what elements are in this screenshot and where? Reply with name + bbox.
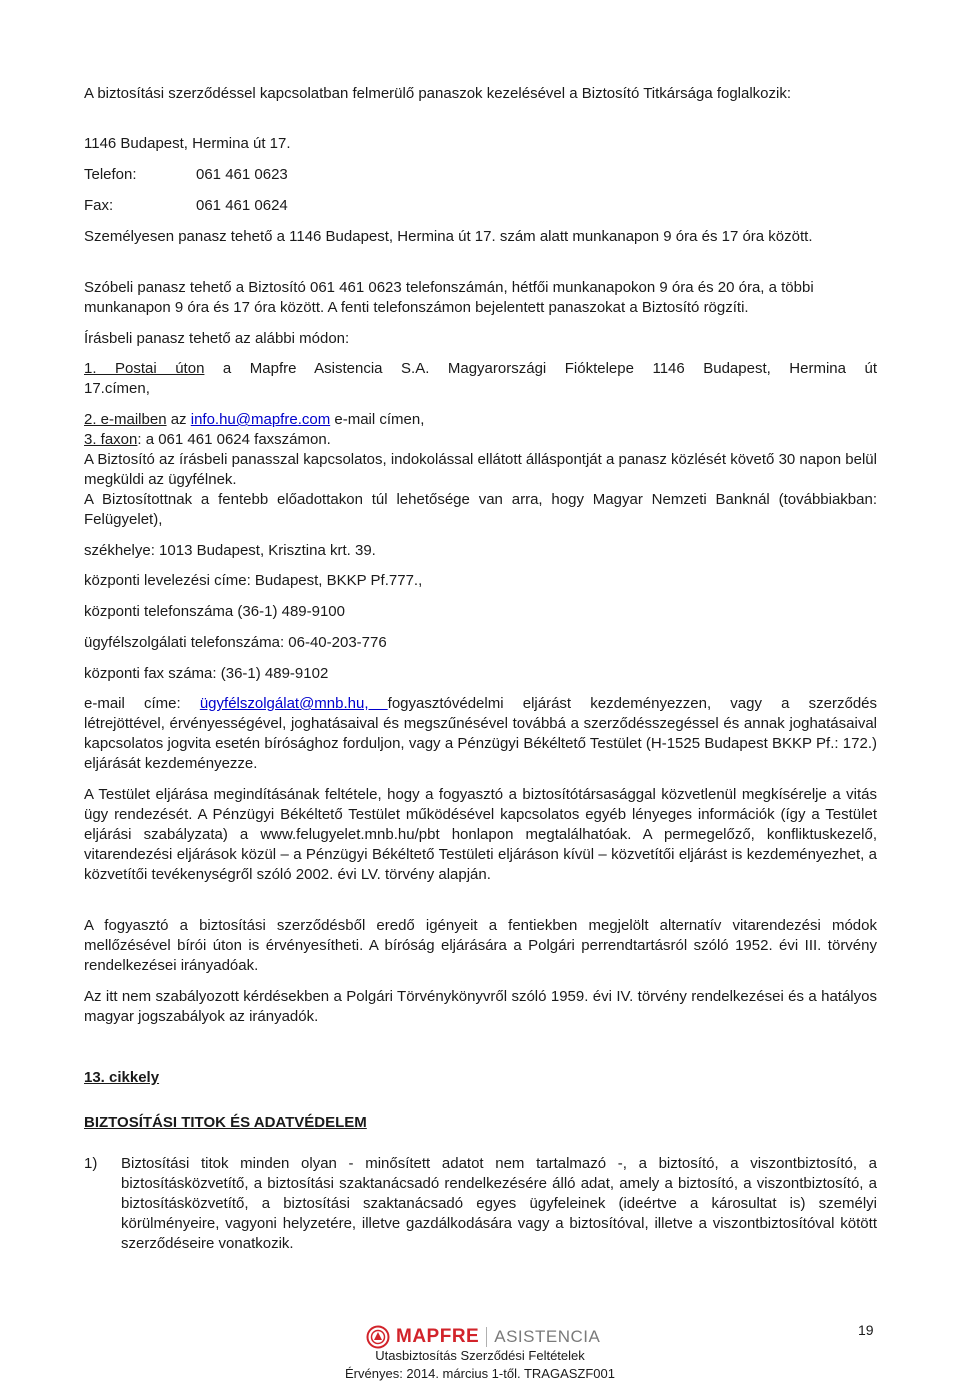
logo-divider	[486, 1327, 487, 1347]
email-method: 2. e-mailben	[84, 411, 167, 428]
address-line: 1146 Budapest, Hermina út 17.	[84, 135, 291, 152]
sub-brand-name: ASISTENCIA	[494, 1327, 601, 1346]
mnb-mail-address: központi levelezési címe: Budapest, BKKP Pf.777.,	[84, 572, 423, 589]
personal-complaint: Személyesen panasz tehető a 1146 Budapest, Hermina út 17. szám alatt munkanapon 9 óra és 17 óra között.	[84, 228, 813, 245]
article-number: 13. cikkely	[84, 1069, 160, 1086]
mnb-seat: székhelye: 1013 Budapest, Krisztina krt. 39.	[84, 542, 376, 559]
court-procedure: A fogyasztó a biztosítási szerződésből eredő igényeit a fentiekben megjelölt alternatív vitarendezési módok mellőzésével bírói úton is érvényesítheti. A bíróság eljárására a Polgári perrendtartásról szóló 1952. évi III. törvény rendelkezései irányadóak.	[84, 917, 877, 974]
complaints-intro: A biztosítási szerződéssel kapcsolatban felmerülő panaszok kezelésével a Biztosító Titkársága foglalkozik:	[84, 85, 792, 102]
mnb-email-line1	[84, 694, 877, 714]
email-suffix: e-mail címen,	[330, 411, 425, 428]
page-number: 19	[858, 1322, 874, 1338]
written-item-post-line2: 17.címen,	[84, 380, 150, 397]
mnb-email-link[interactable]: ügyfélszolgálat@mnb.hu,	[199, 695, 388, 712]
mnb-intro: A Biztosítottnak a fentebb előadottakon túl lehetősége van arra, hogy Magyar Nemzeti Banknál (továbbiakban: Felügyelet),	[84, 491, 877, 528]
fax-method: 3. faxon	[84, 431, 138, 448]
fax-value: 061 461 0624	[196, 197, 288, 214]
mnb-email-rest: fogyasztóvédelmi eljárást kezdeményezzen, vagy a szerződés	[387, 695, 878, 712]
phone-value: 061 461 0623	[196, 166, 288, 183]
mnb-email-label: e-mail címe:	[84, 695, 200, 712]
mapfre-asistencia-logo	[366, 1324, 600, 1350]
mnb-service-phone: ügyfélszolgálati telefonszáma: 06-40-203-776	[84, 634, 387, 651]
governing-law: Az itt nem szabályozott kérdésekben a Polgári Törvénykönyvről szóló 1959. évi IV. törvény rendelkezései és a hatályos magyar jogszabályok az irányadók.	[84, 988, 877, 1025]
fax-label: Fax:	[84, 197, 114, 214]
mnb-procedure: létrejöttével, érvényességével, joghatásaival és megszűnésével továbbá a szerződésszegéssel és annak joghatásaival kapcsolatos jogvita esetén bírósághoz forduljon, vagy a Pénzügyi Békéltető Testület (H-1525 Budapest BKKP Pf.: 172.) eljárását kezdeményezze.	[84, 715, 877, 772]
post-address: a Mapfre Asistencia S.A. Magyarországi Fióktelepe 1146 Budapest, Hermina út	[204, 360, 877, 377]
mapfre-emblem-icon	[366, 1325, 390, 1349]
post-method: 1. Postai úton	[84, 360, 205, 377]
oral-complaint: Szóbeli panasz tehető a Biztosító 061 461 0623 telefonszámán, hétfői munkanapokon 9 óra és 20 óra, a többi munkanapon 9 óra és 17 óra között. A fenti telefonszámon bejelentett panaszokat a Biztosító rögzíti.	[84, 279, 814, 316]
fax-line	[84, 196, 877, 216]
section-title: BIZTOSÍTÁSI TITOK ÉS ADATVÉDELEM	[84, 1114, 367, 1131]
email-connector: az	[166, 411, 191, 428]
phone-line	[84, 165, 877, 185]
page-footer	[0, 1318, 960, 1390]
secret-item-number: 1)	[84, 1155, 98, 1172]
response-deadline: A Biztosító az írásbeli panasszal kapcsolatos, indokolással ellátott álláspontját a panasz közlését követő 30 napon belül megküldi az ügyfélnek.	[84, 451, 877, 488]
written-item-email	[84, 410, 877, 430]
footer-validity: Érvényes: 2014. március 1-től. TRAGASZF001	[345, 1366, 615, 1381]
brand-name: MAPFRE	[396, 1326, 480, 1347]
mapfre-email-link-part2[interactable]: .com	[297, 411, 331, 428]
secret-item-text: Biztosítási titok minden olyan - minősített adatot nem tartalmazó -, a biztosító, a viszontbiztosító, a biztosításközvetítő, a biztosítási szaktanácsadó rendelkezésére álló adat, amely a biztosító, a viszontbiztosító, a biztosításközvetítő, a biztosítási szaktanácsadó egyes ügyfeleinek (ideértve a károsultat is) személyi körülményeire, vagyoni helyzetére, illetve gazdálkodására vagy a biztosítóval, illetve a viszontbiztosítóval kötött szerződéseire vonatkozik.	[121, 1155, 877, 1252]
board-procedure: A Testület eljárása megindításának feltétele, hogy a fogyasztó a biztosítótársasággal közvetlenül megkísérelje a vitás ügy rendezését. A Pénzügyi Békéltető Testület működésével kapcsolatos egyéb lényeges információk (így a Testület eljárási szabályzata) a www.felugyelet.mnb.hu/pbt honlapon megtalálhatóak. A permegelőző, konfliktuskezelő, vitarendezési eljárások közül – a Pénzügyi Békéltető Testületi eljáráson kívül – közvetítői eljárást is kezdeményezhet, a közvetítői tevékenységről szóló 2002. évi LV. törvény alapján.	[84, 786, 877, 883]
fax-number-text: : a 061 461 0624 faxszámon.	[137, 431, 331, 448]
phone-label: Telefon:	[84, 166, 137, 183]
mnb-central-phone: központi telefonszáma (36-1) 489-9100	[84, 603, 345, 620]
mapfre-email-link-part1[interactable]: info.hu@mapfre	[190, 411, 298, 428]
footer-doc-title: Utasbiztosítás Szerződési Feltételek	[375, 1348, 585, 1363]
written-intro: Írásbeli panasz tehető az alábbi módon:	[84, 330, 350, 347]
written-item-post-line1	[84, 359, 877, 379]
written-item-fax	[84, 430, 877, 450]
mnb-central-fax: központi fax száma: (36-1) 489-9102	[84, 665, 329, 682]
